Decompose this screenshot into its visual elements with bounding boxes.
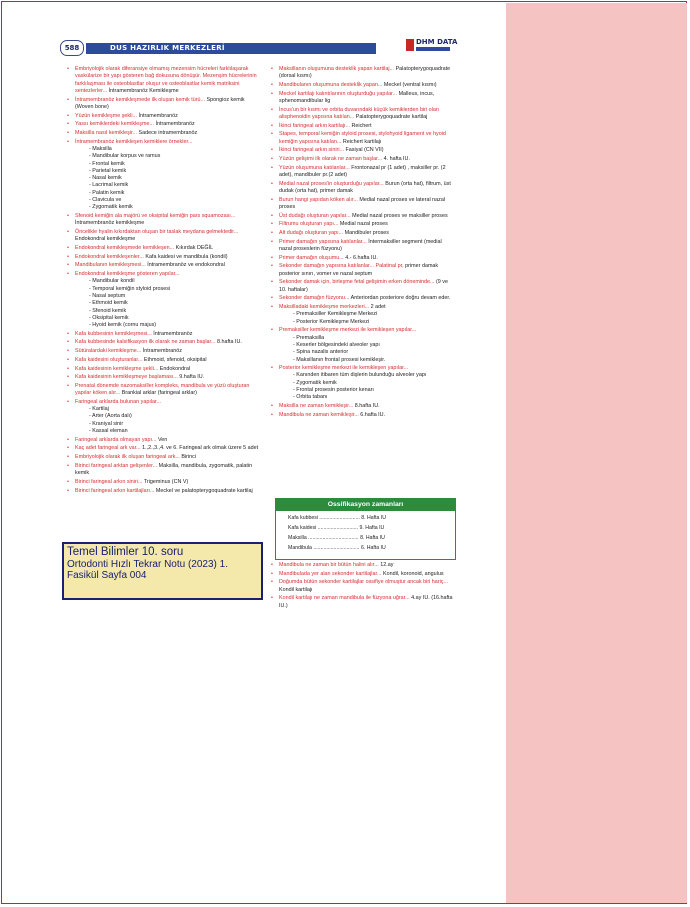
bullet-icon: • [67,348,69,355]
bullet-icon: • [67,356,69,363]
note-answer: İntermaksiller segment (medial nazal proseslerin füzyonu) [279,238,442,252]
note-subitem: - Nasal septum [89,292,126,299]
note-question: Maksilla nasıl kemikleşir... [75,129,139,136]
bullet-icon: • [67,339,69,346]
note-answer: Kondil, koronoid, angulus [382,570,444,577]
bullet-icon: • [67,262,69,269]
logo-mark-icon [406,39,414,51]
note-question: Meckel kartilajı kalıntılarının oluşturduğu yapılar... [279,90,399,97]
note-question: Faringeal arklarda bulunan yapılar... [75,398,162,405]
note-subitem: - Frontal prosesin posterior kenarı [293,387,374,394]
note-item [67,463,259,478]
note-answer: Fasiyal (CN VII) [345,147,384,154]
page-number: 588 [60,40,84,56]
note-item [271,304,456,326]
bullet-icon: • [67,398,69,405]
note-answer: Kıkırdak DEĞİL [175,244,214,251]
note-answer: Palatopterygoquadrate (dorsal kısmı) [279,66,451,80]
note-item [67,130,259,137]
note-subitem: - Sfenoid kemik [89,307,127,314]
note-item [271,107,456,122]
note-answer: Frontonazal pr (1 adet) , maksiller pr. (2 adet), mandibuler pr.(2 adet) [279,164,446,178]
note-question: Kafa kubbesinde kalsifikasyon ilk olarak ne zaman başlar... [75,339,218,346]
right-column-top [271,66,456,419]
note-subitem: - Orbita tabanı [293,394,328,401]
note-answer: Spongioz kemik (Woven bone) [75,96,245,110]
note-subitem: - Nasal kemik [89,175,122,182]
note-item [67,66,259,95]
note-answer: Endokondral kemikleşme [75,236,136,243]
note-item [67,348,259,355]
note-answer: Mandibuler proses [344,230,389,237]
note-question: Posterior kemikleşme merkezi ile kemikleşen yapılar... [279,365,409,372]
note-subitem: - Kanınden itibaren tüm dişlerin bulunduğu alveoler yapı [293,372,427,379]
note-question: Mandibulanın kemikleşmesi... [75,262,148,269]
bullet-icon: • [271,254,273,261]
ossification-row: Maksilla ................................... 8. Hafta IU [288,535,385,541]
bullet-icon: • [271,579,273,586]
note-question: Birinci faringeal arkın siniri... [75,478,144,485]
note-answer: İntramembranöz [155,121,195,128]
caption-line-2: Ortodonti Hızlı Tekrar Notu (2023) 1. [67,558,228,570]
bullet-icon: • [271,122,273,129]
note-question: İncus'un bir kısmı ve orbita duvarındaki küçük kemiklerden biri olan alisphenoidin yapısına katılan... [279,106,439,120]
note-answer: İntramembranöz [153,330,193,337]
bullet-icon: • [271,221,273,228]
note-item [271,263,456,278]
note-question: Premaksiller kemikleşme merkezi ile kemikleşen yapılar... [279,327,417,334]
note-answer: Malleus, incus, sphenomandibular lig [279,90,435,104]
note-answer: Brankial arklar (faringeal arklar) [121,390,197,397]
note-subitem: - Posterior Kemikleşme Merkezi [293,318,370,325]
bullet-icon: • [271,106,273,113]
note-question: Birinci faringeal arkın kartilajları... [75,487,156,494]
note-answer: Reichert kartilajı [342,138,382,145]
bullet-icon: • [271,156,273,162]
note-question: Yassı kemiklerdeki kemikleşme... [75,121,156,128]
note-item [271,562,456,569]
note-item [271,197,456,212]
note-question: Kondil kartilajı ne zaman mandibula ile füzyona uğrar... [279,595,412,602]
note-answer: 4.ay IU. (16.hafta IU.) [279,595,453,609]
bullet-icon: • [271,66,273,72]
note-question: Yüzün gelişimi ilk olarak ne zaman başlar... [279,156,384,162]
note-answer: İntramembranöz ve endokondral [147,262,225,269]
note-question: Sekonder damak için, birleşme fetal gelişimin erken döneminde... [279,279,437,286]
note-question: Stapes, temporal kemiğin styloid prosesi, stylohyoid ligament ve hyoid kemiğin yapısına katılan... [279,131,446,145]
note-question: İkinci faringeal arkın siniri... [279,147,346,154]
note-item [271,571,456,578]
bullet-icon: • [271,212,273,219]
note-item [67,437,259,444]
bullet-icon: • [67,365,69,372]
note-question: Medial nazal proses'in oluşturduğu yapılar... [279,180,386,187]
bullet-icon: • [271,90,273,97]
bullet-icon: • [67,253,69,260]
note-answer: Anteriordan posteriore doğru devam eder. [350,295,451,302]
note-question: Endokondral kemikleşenler... [75,253,146,260]
note-answer: İntramembranöz kemikleşme [75,220,145,227]
note-item [67,254,259,261]
note-question: Sekonder damağın füzyonu... [279,295,351,302]
note-answer: Palatopterygoquadrate kartilaj [355,113,428,120]
note-item [67,113,259,120]
bullet-icon: • [67,436,69,443]
note-subitem: - Lacrimal kemik [89,182,129,189]
note-question: Alt dudağı oluşturan yapı... [279,230,345,237]
note-subitem: - Premaksiller Kemikleşme Merkezi [293,311,378,318]
note-subitem: - Parietal kemik [89,167,127,174]
note-subitem: - Hyoid kemik (cornu majus) [89,322,157,329]
bullet-icon: • [67,121,69,128]
note-subitem: - Zygomatik kemik [89,204,133,211]
note-question: Sfenoid kemiğin ala majörü ve oksipital kemiğin pars squamozası... [75,212,236,219]
bullet-icon: • [271,164,273,171]
note-answer: 2 adet [370,304,386,311]
note-question: Primer damağın oluşumu... [279,254,346,261]
note-question: Öncelikle hyalin kıkırdaktan oluşan bir taslak meydana gelmektedir... [75,228,239,235]
note-answer: Birinci [181,454,197,461]
bullet-icon: • [67,244,69,251]
note-subitem: - Keserler bölgesindeki alveoler yapı [293,341,380,348]
note-item [67,339,259,346]
note-question: İntramembranöz kemikleşen kemiklere örnekler... [75,138,193,145]
note-subitem: - Frontal kemik [89,160,125,167]
note-item [271,123,456,130]
note-item [271,181,456,196]
note-answer: İntramembranöz Kemikleşme [108,87,179,94]
note-answer: Meckel (ventral kısmı) [383,81,437,88]
note-answer: 12.ay [380,562,394,568]
ossification-table [275,498,456,560]
bullet-icon: • [271,365,273,372]
note-item [67,399,259,435]
note-item [67,262,259,269]
note-item [67,121,259,128]
bullet-icon: • [67,129,69,136]
bullet-icon: • [271,304,273,311]
bullet-icon: • [67,478,69,485]
note-subitem: - Spina nazalis anterior [293,349,349,356]
note-answer: 6.hafta IU. [360,411,386,418]
note-item [271,595,456,610]
note-answer: 4.- 6.hafta IU. [345,254,378,261]
note-item [271,255,456,262]
bullet-icon: • [67,374,69,381]
note-question: Kafa kaidesinin kemikleşmeye başlaması... [75,374,180,381]
note-item [67,97,259,112]
note-item [67,271,259,329]
note-question: Endokondral kemikleşmede kemikleşen... [75,244,176,251]
note-answer: (9 ve 10. haftalar) [279,279,448,293]
note-question: Filtrumu oluşturan yapı... [279,221,340,228]
note-item [67,139,259,212]
note-question: Mandibulanın oluşumuna destekli̇k yapan... [279,81,384,88]
bullet-icon: • [271,411,273,418]
note-item [67,445,259,452]
note-question: İntramembranöz kemikleşmede ilk oluşan kemik türü... [75,96,207,103]
note-item [67,383,259,398]
note-answer: 8.hafta IU. [217,339,242,346]
note-item [67,331,259,338]
note-item [271,156,456,163]
note-answer: Maksilla, mandibula, zygomatik, palatin kemik [75,462,253,477]
note-item [67,479,259,486]
note-item [271,365,456,401]
caption-line-3: Fasikül Sayfa 004 [67,569,147,581]
note-subitem: - Maksillanın frontal prosesi kemikleşir. [293,356,386,363]
bullet-icon: • [67,382,69,389]
note-answer: Reichert [351,122,372,129]
note-subitem: - Clavicula ve [89,197,122,203]
note-subitem: - Mandibular korpus ve ramus [89,153,161,160]
note-item [271,279,456,294]
bullet-icon: • [271,263,273,270]
note-answer: 4. hafta IU. [383,156,410,162]
note-item [271,165,456,180]
note-question: Yüzün kemikleşme şekli... [75,112,139,119]
note-answer: Endokondral [159,365,191,372]
note-subitem: - Oksipital kemik [89,314,129,321]
logo-stripe [416,47,450,51]
bullet-icon: • [67,271,69,278]
bullet-icon: • [271,147,273,154]
note-answer: Ven [158,436,168,443]
ossification-title: Ossifikasyon zamanları [276,499,455,511]
bullet-icon: • [271,180,273,187]
note-item [67,213,259,228]
bullet-icon: • [67,96,69,103]
note-item [271,412,456,419]
ossification-row: Mandibula ................................ 6. Hafta IU [288,545,386,551]
bullet-icon: • [271,327,273,334]
left-column [67,66,259,496]
note-subitem: - Zygomatik kemik [293,379,337,386]
note-subitem: - Premaksilla [293,334,325,341]
bullet-icon: • [67,330,69,337]
note-subitem: - Kraniyal sinir [89,420,124,427]
note-item [271,230,456,237]
note-item [67,357,259,364]
note-subitem: - Temporal kemiğin styloid prosesi [89,285,171,292]
caption-box [62,542,263,600]
bullet-icon: • [67,487,69,494]
note-answer: Ethmoid, sfenoid, oksipital [143,356,207,363]
note-question: Kaç adet faringeal ark var... [75,445,143,452]
note-answer: primer damak posterior sınırı, vomer ve nazal septum [279,263,439,277]
note-question: Prenatal dönemde nazomaksiller kompleks, mandibula ve yüzü oluşturan yapılar köken alır... [75,382,250,397]
note-item [271,579,456,594]
bullet-icon: • [271,238,273,245]
note-question: Kafa kaidesinin kemikleşme şekli... [75,365,160,372]
side-panel [506,3,687,903]
note-answer: Trigeminus (CN V) [143,478,189,485]
note-question: Maksillanın oluşumuna destekli̇k yapan kartilaj... [279,66,396,72]
note-subitem: - Palatin kemik [89,189,125,196]
bullet-icon: • [271,279,273,286]
bullet-icon: • [67,212,69,219]
note-answer: Sadece intramembranöz [138,129,198,136]
ossification-row: Kafa kubbesi ............................ 8. Hafta IU [288,515,387,521]
note-item [271,147,456,154]
note-answer: İntramembranöz [142,348,182,355]
note-question: İkinci faringeal arkın kartilajı... [279,122,352,129]
note-subitem: - Mandibular kondil [89,278,135,285]
note-answer: Medial nazal proses ve maksiller proses [352,212,448,219]
note-item [67,374,259,381]
note-question: Mandibula ne zaman bir bütün halini alır... [279,562,381,568]
note-item [271,327,456,363]
note-question: Doğumda bütün sekonder kartilajlar ossifiye olmuştur ancak biri hariç... [279,579,448,586]
bullet-icon: • [271,403,273,410]
note-answer: Kondil kartilajı [279,586,313,593]
logo-text: DHM DATA [416,38,458,46]
note-item [271,66,456,81]
note-item [67,245,259,252]
note-answer: Meckel ve palatopterygoquadrate kartilaj [155,487,253,494]
note-item [67,229,259,244]
bullet-icon: • [67,138,69,145]
bullet-icon: • [271,230,273,237]
caption-line-1: Temel Bilimler 10. soru [67,546,184,558]
right-column-bottom [271,562,456,611]
note-item [271,221,456,228]
bullet-icon: • [271,196,273,203]
note-answer: 1.,2.,3.,4. ve 6. Faringeal ark olmak üzere 5 adet [142,445,259,452]
bullet-icon: • [271,562,273,568]
note-answer: 8.hafta IU. [354,403,380,410]
bullet-icon: • [67,454,69,461]
bullet-icon: • [67,462,69,469]
note-question: Kafa kubbesinin kemikleşmesi... [75,330,154,337]
bullet-icon: • [67,112,69,119]
note-subitem: - Arter (Aorta dalı) [89,413,132,420]
note-question: Endokondral kemikleşme gösteren yapılar... [75,271,180,278]
note-question: Kafa kaidesini oluşturanlar... [75,356,144,363]
note-question: Maksilladaki kemikleşme merkezleri... [279,304,371,311]
note-item [271,213,456,220]
note-item [271,239,456,254]
bullet-icon: • [271,570,273,577]
note-item [271,91,456,106]
note-answer: Kafa kaidesi ve mandibula (kondil) [145,253,228,260]
ossification-row: Kafa kaidesi ............................ 9. Hafta IU [288,525,385,531]
note-question: Maksilla ne zaman kemikleşir... [279,403,355,410]
note-answer: İntramembranöz [138,112,178,119]
note-item [67,488,259,495]
note-question: Embriyolojik olarak ilk oluşan faringeal ark... [75,454,182,461]
note-item [271,403,456,410]
note-question: Faringeal arklarda olmayan yapı... [75,436,158,443]
note-question: Yüzün oluşumuna katılanlar... [279,164,352,171]
bullet-icon: • [67,66,69,72]
note-subitem: - Ethmoid kemik [89,300,128,307]
note-question: Birinci faringeal arktan gelişenler... [75,462,159,469]
bullet-icon: • [271,295,273,302]
note-question: Primer damağın yapısına katılanlar... [279,238,369,245]
note-item [271,295,456,302]
right-column [271,66,456,420]
header-title: DUS HAZIRLIK MERKEZLERİ [110,44,225,52]
note-question: Embriyolojik olarak diferansiye olmamış mezensim hücreleri farklılaşarak vaskülarize bir yapı gösteren bağ dokusuna dönüşür. Mezenşim hücrelerinin farklılaşması ile osteoblastlar oluşur ve osteoblastlar kemik matriksini sentezlerler... [75,66,257,94]
note-subitem: - Kartilaj [89,406,109,413]
bullet-icon: • [67,228,69,235]
bullet-icon: • [271,131,273,138]
note-question: Sekonder damağın yapısına katılanlar... Palatinal pr, [279,263,406,270]
note-question: Sütüralardaki kemikleşme... [75,348,143,355]
note-question: Burun hangi yapıdan köken alır... [279,196,360,203]
note-answer: Medial nazal proses [339,221,388,228]
bullet-icon: • [271,81,273,88]
note-answer: Burun (orta hat), filtrum, üst dudak (orta hat), primer damak [279,180,451,194]
note-item [271,131,456,146]
note-answer: Medial nazal proses ve lateral nazal proses [279,196,446,210]
bullet-icon: • [67,445,69,452]
note-item [271,82,456,89]
note-subitem: - Kassal eleman [89,428,128,435]
note-answer: 9.hafta IU. [179,374,205,381]
note-question: Üst dudağı oluşturan yapılar... [279,212,353,219]
note-item [67,366,259,373]
dhm-logo [406,38,458,54]
bullet-icon: • [271,595,273,602]
note-subitem: - Maksilla [89,145,112,152]
note-question: Mandibula ne zaman kemikleşir... [279,411,361,418]
note-question: Mandibulada yer alan sekonder kartilajlar... [279,570,383,577]
note-item [67,454,259,461]
